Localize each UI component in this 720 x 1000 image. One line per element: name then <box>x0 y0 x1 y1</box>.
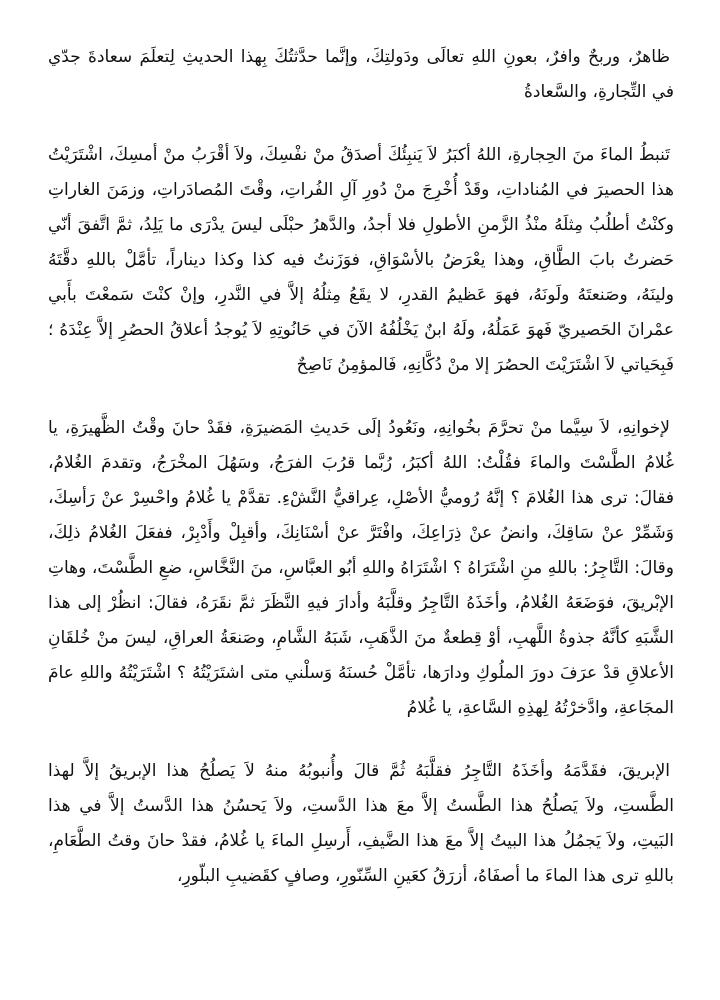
paragraph-2: تَنبطُ الماءَ منَ الحِجارةِ، اللهُ أكبَرُ لاَ يَنبِئُكَ أصدَقُ منْ نفْسِكَ، ولاَ أقْرَبُ منْ أمسِكَ، اشْتَرَيْتُ هذا الحصيرَ في المُناداتِ، وقَدْ أُخْرِجَ منْ دُورِ آلِ الفُراتِ، وقْتَ المُصادَراتِ، وزمَنَ الغاراتِ وكنْتُ أطلُبُ مِثلَهُ منْذُ الزَّمنِ الأطولِ فلا أجدُ، والدَّهرُ حبْلَى ليسَ يدْرَى ما يَلِدُ، ثمَّ اتَّفقَ أنّي حَضرتُ بابَ الطَّاقِ، وهذا يعْرَضُ بالأسْوَاقِ، فوَزَنتُ فيه كذا وكذا ديناراً، تأمَّلْ باللهِ دقَّتَهُ ولينَهُ، وصَنعتَهُ ولَونَهُ، فهوَ عَظيمُ القدرِ، لا يقَعُ مِثلُهُ إلاَّ في النَّدرِ، وإنْ كنْتَ سَمعْتَ بأَبي عمْرانَ الحَصيريّ فَهوَ عَمَلُهُ، ولَهُ ابنٌ يَخْلُفُهُ الآنَ في حَانُوتِهِ لاَ يُوجدُ أعلاقُ الحصُرِ إلاَّ عِنْدَهُ ؛ فَبِحَياتي لاَ اشْتَرَيْتَ الحصُرَ إلا منْ دُكَّانِهِ، فَالمؤمِنُ نَاصِحٌ <box>48 145 674 375</box>
paragraph-4: الإبريقَ، فقَدَّمَهُ وأخَذَهُ التَّاجِرُ فقلَّبَهُ ثُمَّ قالَ وأُنبوبُهُ منهُ لاَ يَصلُحُ هذا الإبريقُ إلاَّ لهذا الطَّستِ، ولاَ يَصلُحُ هذا الطَّستُ إلاَّ معَ هذا الدَّستِ، ولاَ يَحسُنُ هذا الدَّستُ إلاَّ في هذا البَيتِ، ولاَ يَجمُلُ هذا البيتُ إلاَّ معَ هذا الضَّيفِ، أَرسِلِ الماءَ يا غُلامُ، فقدْ حانَ وقتُ الطَّعَامِ، باللهِ ترى هذا الماءَ ما أصفَاهُ، أزرَقُ كعَينِ السِّنّورِ، وصافٍ كقَضيبِ البلّورِ، <box>48 761 674 886</box>
paragraph-3: لإخوانِهِ، لاَ سِيَّما منْ تحرَّمَ بخُوانِهِ، ونَعُودُ إلَى حَديثِ المَضيرَةِ، فقَدْ حانَ وقْتُ الظَّهيرَةِ، يا غُلامُ الطَّسْتَ والماءَ فقُلْتُ: اللهُ أكبَرُ، رُبَّما قرُبَ الفرَجُ، وسَهُلَ المخْرَجُ، وتقدمَ الغُلامُ، فقالَ: ترى هذا الغُلامَ ؟ إنَّهُ رُوميُّ الأصْلِ، عِراقيُّ النَّشْءِ. تقدَّمْ يا غُلامُ واحْسِرْ عنْ رَأسِكَ، وَشَمِّرْ عنْ سَاقِكَ، وانضُ عنْ ذِرَاعِكَ، وافْتَرَّ عنْ أسْنَانِكَ، وأقبِلْ وأَدْبِرْ، ففعَلَ الغُلامُ ذلِكَ، وقالَ: التَّاجِرُ: باللهِ منِ اشْتَرَاهُ ؟ اشْتَرَاهُ واللهِ أبُو العبَّاسِ، منَ النَّخَّاسِ، ضعِ الطَّسْتَ، وهاتِ الإبْريقَ، فوَضَعَهُ الغُلامُ، وأخَذَهُ التَّاجِرُ وقلَّبَهُ وأدارَ فيهِ النَّظَرَ ثمَّ نقَرَهُ، فقالَ: انظُرْ إلى هذا الشَّبَهِ كأنَّهُ جذوةُ اللَّهبِ، أوْ قِطعةٌ منَ الذَّهَبِ، شَبَهُ الشَّامِ، وصَنعَةُ العراقِ، ليسَ منْ خُلقَانِ الأعلاقِ قدْ عرَفَ دورَ الملُوكِ ودارَها، تأمَّلْ حُسنَهُ وَسلْني متى اشتَرَيْتُهُ ؟ اشْتَرَيْتُهُ واللهِ عامَ المجَاعةِ، وادَّخرْتُهُ لِهذِهِ السَّاعةِ، يا غُلامُ <box>48 418 674 718</box>
document-page <box>48 40 674 894</box>
paragraph-1: ظاهرٌ، وربحٌ وافرٌ، بعونِ اللهِ تعالَى ودَولتِكَ، وإنَّما حدَّثتُكَ بِهذا الحديثِ لِتعلَمَ سعادةَ جدّي في التِّجارةِ، والسَّعادةُ <box>48 47 674 102</box>
